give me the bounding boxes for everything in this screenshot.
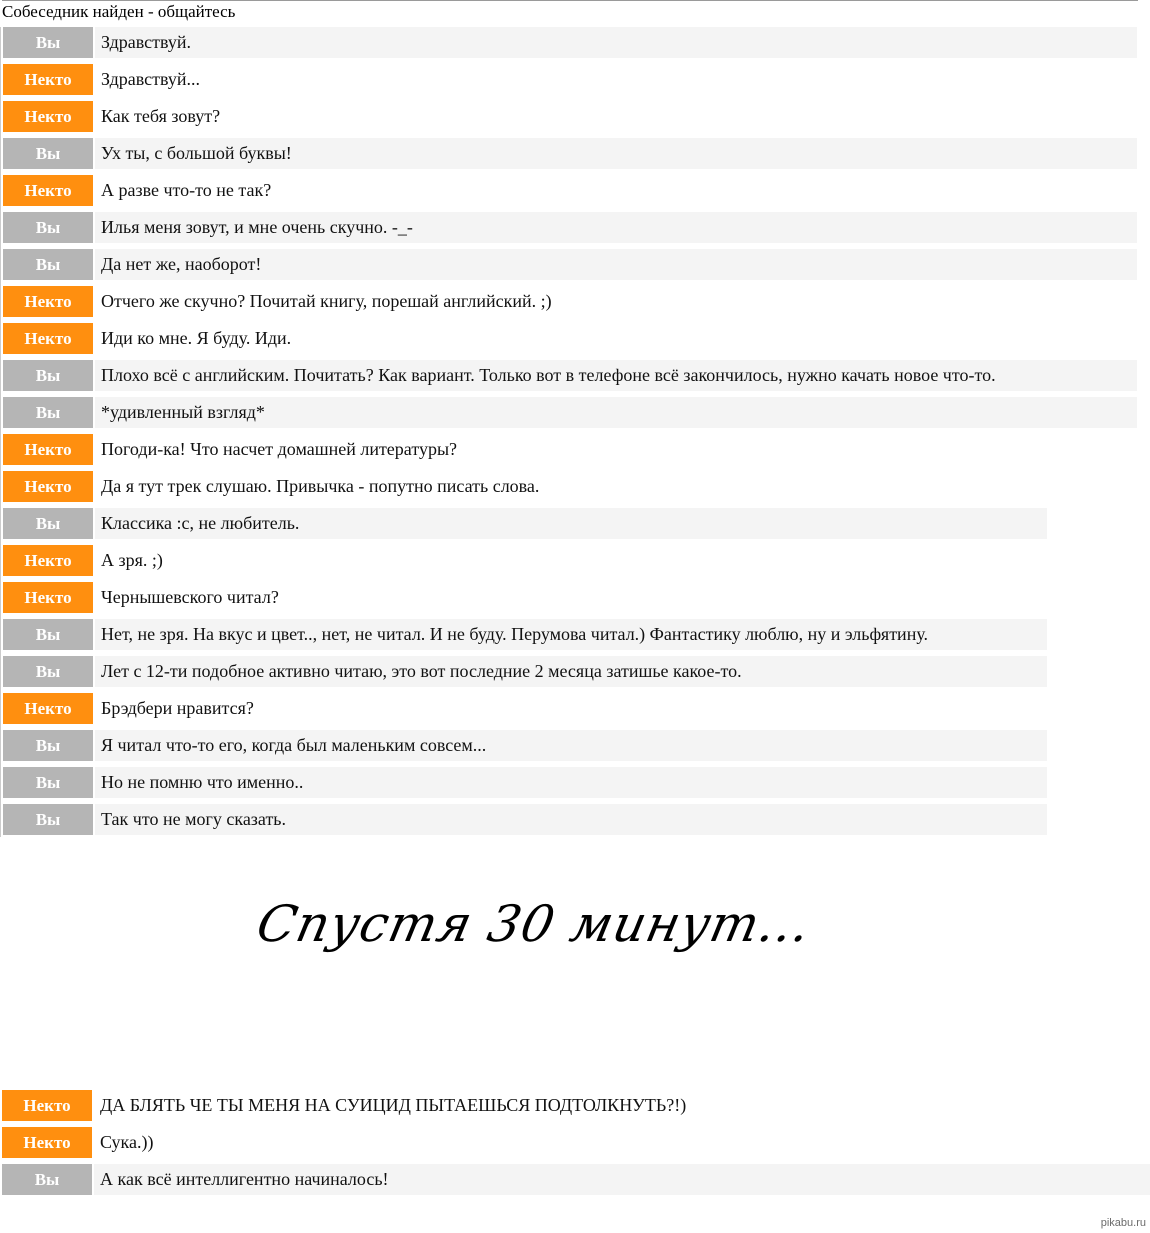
message-row-me (3, 508, 1139, 539)
message-row-me (3, 656, 1139, 687)
sender-badge-other: Некто (2, 1090, 92, 1121)
message-text: Иди ко мне. Я буду. Иди. (101, 328, 292, 348)
sender-badge-other: Некто (3, 545, 93, 576)
message-text: Здравствуй... (101, 69, 200, 89)
message-row-me (3, 212, 1139, 243)
message-text: Я читал что-то его, когда был маленьким совсем... (95, 730, 1047, 761)
message-row-me (3, 619, 1139, 650)
message-row-other (3, 286, 1139, 317)
sender-badge-me: Вы (3, 730, 93, 761)
message-text: Плохо всё с английским. Почитать? Как вариант. Только вот в телефоне всё закончилось, нужно качать новое что-то. (95, 360, 1137, 391)
message-row-other (3, 175, 1139, 206)
message-text: Так что не могу сказать. (95, 804, 1047, 835)
message-text: А разве что-то не так? (101, 180, 272, 200)
message-text: А зря. ;) (101, 550, 163, 570)
sender-badge-me: Вы (3, 508, 93, 539)
message-row-me (3, 138, 1139, 169)
message-row-other (3, 545, 1139, 576)
sender-badge-other: Некто (3, 64, 93, 95)
sender-badge-me: Вы (3, 656, 93, 687)
message-row-other (3, 434, 1139, 465)
message-row-other (3, 64, 1139, 95)
sender-badge-me: Вы (3, 397, 93, 428)
sender-badge-me: Вы (3, 249, 93, 280)
message-text: А как всё интеллигентно начиналось! (94, 1164, 1150, 1195)
message-text: *удивленный взгляд* (95, 397, 1137, 428)
message-row-other (3, 693, 1139, 724)
status-line: Собеседник найден - общайтесь (2, 0, 1138, 23)
message-text: Но не помню что именно.. (95, 767, 1047, 798)
message-row-me (3, 730, 1139, 761)
message-row-me (3, 804, 1139, 835)
message-row-other (2, 1090, 1150, 1121)
sender-badge-me: Вы (2, 1164, 92, 1195)
message-text: Здравствуй. (95, 27, 1137, 58)
sender-badge-other: Некто (3, 434, 93, 465)
sender-badge-other: Некто (2, 1127, 92, 1158)
chat-log (3, 27, 1139, 841)
message-text: Да я тут трек слушаю. Привычка - попутно писать слова. (101, 476, 540, 496)
message-row-other (3, 101, 1139, 132)
sender-badge-me: Вы (3, 212, 93, 243)
message-text: Да нет же, наоборот! (95, 249, 1137, 280)
sender-badge-other: Некто (3, 471, 93, 502)
sender-badge-other: Некто (3, 286, 93, 317)
watermark: pikabu.ru (1100, 1217, 1146, 1229)
message-row-me (3, 249, 1139, 280)
message-text: Илья меня зовут, и мне очень скучно. -_- (95, 212, 1137, 243)
message-text: Ух ты, с большой буквы! (95, 138, 1137, 169)
sender-badge-me: Вы (3, 27, 93, 58)
sender-badge-me: Вы (3, 767, 93, 798)
message-row-other (3, 582, 1139, 613)
sender-badge-me: Вы (3, 360, 93, 391)
message-text: Чернышевского читал? (101, 587, 279, 607)
sender-badge-other: Некто (3, 582, 93, 613)
message-row-me (3, 397, 1139, 428)
message-text: Погоди-ка! Что насчет домашней литературы? (101, 439, 458, 459)
message-row-me (3, 767, 1139, 798)
message-row-other (3, 323, 1139, 354)
message-row-me (3, 360, 1139, 391)
sender-badge-other: Некто (3, 693, 93, 724)
message-text: Нет, не зря. На вкус и цвет.., нет, не читал. И не буду. Перумова читал.) Фантастику люблю, ну и эльфятину. (95, 619, 1047, 650)
message-text: Брэдбери нравится? (101, 698, 254, 718)
left-divider (0, 27, 1, 837)
sender-badge-me: Вы (3, 138, 93, 169)
message-text: Как тебя зовут? (101, 106, 221, 126)
message-row-me (2, 1164, 1150, 1195)
sender-badge-other: Некто (3, 101, 93, 132)
sender-badge-me: Вы (3, 619, 93, 650)
sender-badge-other: Некто (3, 175, 93, 206)
message-text: Классика :с, не любитель. (95, 508, 1047, 539)
sender-badge-other: Некто (3, 323, 93, 354)
message-row-other (3, 471, 1139, 502)
interlude-caption: Спустя 30 минут... (251, 895, 817, 953)
message-text: Отчего же скучно? Почитай книгу, порешай английский. ;) (101, 291, 552, 311)
message-row-other (2, 1127, 1150, 1158)
message-row-me (3, 27, 1139, 58)
message-text: Сука.)) (100, 1132, 154, 1152)
message-text: Лет с 12-ти подобное активно читаю, это вот последние 2 месяца затишье какое-то. (95, 656, 1047, 687)
chat-log-continued (2, 1090, 1150, 1201)
sender-badge-me: Вы (3, 804, 93, 835)
message-text: ДА БЛЯТЬ ЧЕ ТЫ МЕНЯ НА СУИЦИД ПЫТАЕШЬСЯ ПОДТОЛКНУТЬ?!) (100, 1095, 687, 1115)
